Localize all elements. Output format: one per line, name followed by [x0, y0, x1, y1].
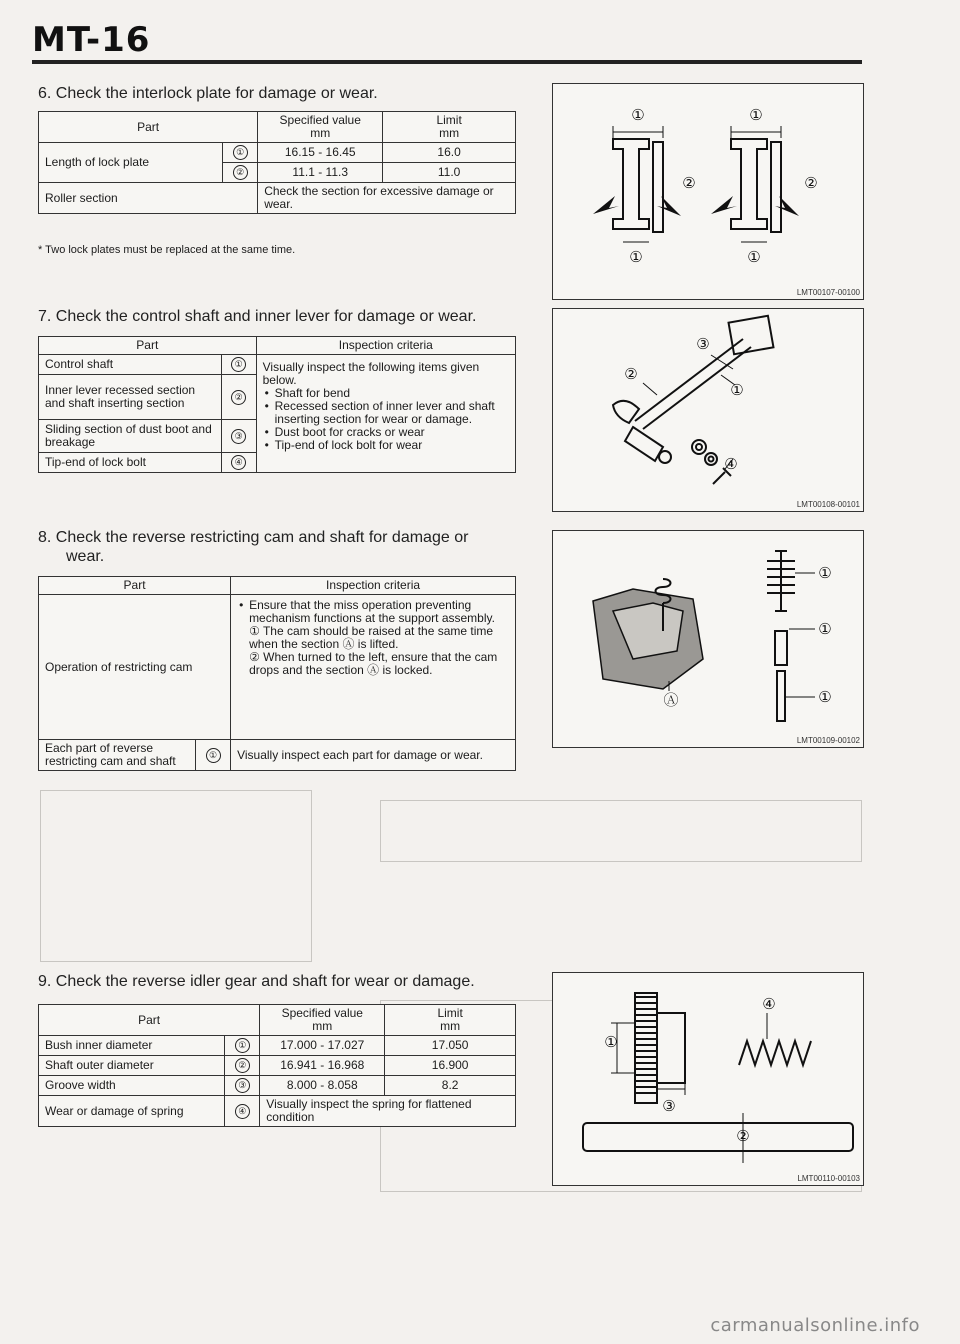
col-part: Part	[137, 119, 160, 134]
roller-check: Check the section for excessive damage or wear.	[258, 183, 516, 214]
bleed-through-ghost	[380, 800, 862, 862]
fig-label-3: ③	[696, 335, 710, 353]
fig-label-1: ①	[818, 620, 832, 638]
page-title: MT-16	[32, 20, 151, 60]
section-8-heading	[38, 528, 468, 566]
fig-label-1: ①	[818, 688, 832, 706]
mark-3: ③	[235, 1078, 250, 1093]
part-label: Tip-end of lock bolt	[39, 453, 222, 473]
spec-value: 17.000 - 17.027	[260, 1036, 385, 1056]
table-row	[39, 740, 516, 771]
fig-label-4: ④	[762, 995, 776, 1013]
criteria-sub: ② When turned to the left, ensure that the cam drops and the section Ⓐ is locked.	[249, 650, 498, 677]
fig-label-1: ①	[747, 248, 761, 266]
col-unit: mm	[440, 1019, 461, 1033]
criteria-item: • Recessed section of inner lever and shaft inserting section for wear or damage.	[275, 400, 509, 426]
section-8-heading-line2: wear.	[66, 548, 105, 565]
header-rule	[32, 60, 862, 64]
col-spec: Specified value	[279, 113, 361, 127]
fig-label-2: ②	[804, 174, 818, 192]
mark-2: ②	[235, 1058, 250, 1073]
roller-label: Roller section	[39, 183, 258, 214]
criteria-item: • Dust boot for cracks or wear	[275, 426, 509, 439]
mark-1: ①	[235, 1038, 250, 1053]
part-label: Shaft outer diameter	[39, 1056, 225, 1076]
col-part: Part	[39, 1005, 260, 1036]
mark-2: ②	[231, 390, 246, 405]
col-part: Part	[39, 577, 231, 595]
fig-label-1: ①	[749, 106, 763, 124]
spec-value: 16.15 - 16.45	[258, 143, 383, 163]
criteria-intro: Visually inspect the following items given below.	[262, 360, 480, 387]
figure-code: LMT00107-00100	[796, 288, 860, 297]
section-6-heading: 6. Check the interlock plate for damage or wear.	[38, 85, 378, 102]
restricting-cam-diagram	[553, 531, 863, 747]
mark-3: ③	[231, 429, 246, 444]
fig-label-2: ②	[736, 1127, 750, 1145]
criteria-sub: ① The cam should be raised at the same time when the section Ⓐ is lifted.	[249, 624, 494, 651]
fig-label-1: ①	[604, 1033, 618, 1051]
mark-2: ②	[233, 165, 248, 180]
figure-code: LMT00109-00102	[796, 736, 860, 745]
col-part: Part	[39, 337, 257, 355]
section-8-heading-line1: 8. Check the reverse restricting cam and shaft for damage or	[38, 529, 469, 546]
length-label: Length of lock plate	[39, 143, 223, 183]
criteria-item: • Tip-end of lock bolt for wear	[275, 439, 509, 452]
spec-value: 8.000 - 8.058	[260, 1076, 385, 1096]
criteria-text: Visually inspect each part for damage or wear.	[231, 740, 516, 771]
part-label: Control shaft	[39, 355, 222, 375]
mark-1: ①	[206, 748, 221, 763]
col-unit: mm	[310, 126, 331, 140]
col-limit: Limit	[437, 1006, 463, 1020]
bleed-through-ghost	[40, 790, 312, 962]
fig-label-1: ①	[631, 106, 645, 124]
interlock-plate-figure	[552, 83, 864, 300]
col-unit: mm	[312, 1019, 333, 1033]
fig-label-1: ①	[730, 381, 744, 399]
idler-gear-diagram	[553, 973, 863, 1185]
part-label: Inner lever recessed section and shaft inserting section	[39, 375, 222, 420]
fig-label-1: ①	[629, 248, 643, 266]
part-label: Groove width	[39, 1076, 225, 1096]
figure-code: LMT00108-00101	[796, 500, 860, 509]
spec-value: 11.1 - 11.3	[258, 163, 383, 183]
part-label: Sliding section of dust boot and breakage	[39, 420, 222, 453]
col-limit: Limit	[436, 113, 462, 127]
control-shaft-diagram	[553, 309, 863, 511]
limit-value: 17.050	[385, 1036, 516, 1056]
restricting-cam-figure	[552, 530, 864, 748]
criteria-item: • Ensure that the miss operation preventing mechanism functions at the support assembly.	[249, 599, 509, 625]
interlock-plate-diagram	[553, 84, 863, 299]
part-label: Operation of restricting cam	[39, 595, 231, 740]
table-row	[39, 1096, 516, 1127]
table-row	[39, 1056, 516, 1076]
figure-code: LMT00110-00103	[797, 1174, 860, 1183]
section-7-heading: 7. Check the control shaft and inner lever for damage or wear.	[38, 308, 477, 325]
table-row	[39, 143, 516, 163]
table-row	[39, 595, 516, 740]
fig-label-3: ③	[662, 1097, 676, 1115]
fig-label-2: ②	[682, 174, 696, 192]
part-label: Bush inner diameter	[39, 1036, 225, 1056]
fig-label-2: ②	[624, 365, 638, 383]
col-criteria: Inspection criteria	[256, 337, 515, 355]
limit-value: 16.0	[383, 143, 516, 163]
mark-1: ①	[231, 357, 246, 372]
part-label: Wear or damage of spring	[39, 1096, 225, 1127]
criteria-text: Visually inspect the spring for flattened condition	[260, 1096, 516, 1127]
control-shaft-table	[38, 336, 516, 473]
col-criteria: Inspection criteria	[231, 577, 516, 595]
fig-label-4: ④	[724, 455, 738, 473]
table-row	[39, 1076, 516, 1096]
criteria-list	[263, 387, 509, 452]
criteria-item: • Shaft for bend	[275, 387, 509, 400]
table-row	[39, 1036, 516, 1056]
table-row	[39, 355, 516, 375]
mark-4: ④	[231, 455, 246, 470]
replacement-note: * Two lock plates must be replaced at the same time.	[38, 244, 296, 256]
idler-gear-figure	[552, 972, 864, 1186]
col-spec: Specified value	[281, 1006, 363, 1020]
mark-4: ④	[235, 1104, 250, 1119]
spec-value: 16.941 - 16.968	[260, 1056, 385, 1076]
criteria-list	[237, 599, 509, 625]
restricting-cam-table	[38, 576, 516, 771]
control-shaft-figure	[552, 308, 864, 512]
col-unit: mm	[439, 126, 460, 140]
part-label: Each part of reverse restricting cam and shaft	[39, 740, 196, 771]
limit-value: 11.0	[383, 163, 516, 183]
fig-label-1: ①	[818, 564, 832, 582]
watermark: carmanualsonline.info	[710, 1315, 920, 1336]
table-row	[39, 183, 516, 214]
mark-1: ①	[233, 145, 248, 160]
limit-value: 8.2	[385, 1076, 516, 1096]
limit-value: 16.900	[385, 1056, 516, 1076]
interlock-plate-table	[38, 111, 516, 214]
fig-label-A: Ⓐ	[663, 691, 679, 709]
section-9-heading: 9. Check the reverse idler gear and shaft for wear or damage.	[38, 973, 475, 990]
idler-gear-table	[38, 1004, 516, 1127]
